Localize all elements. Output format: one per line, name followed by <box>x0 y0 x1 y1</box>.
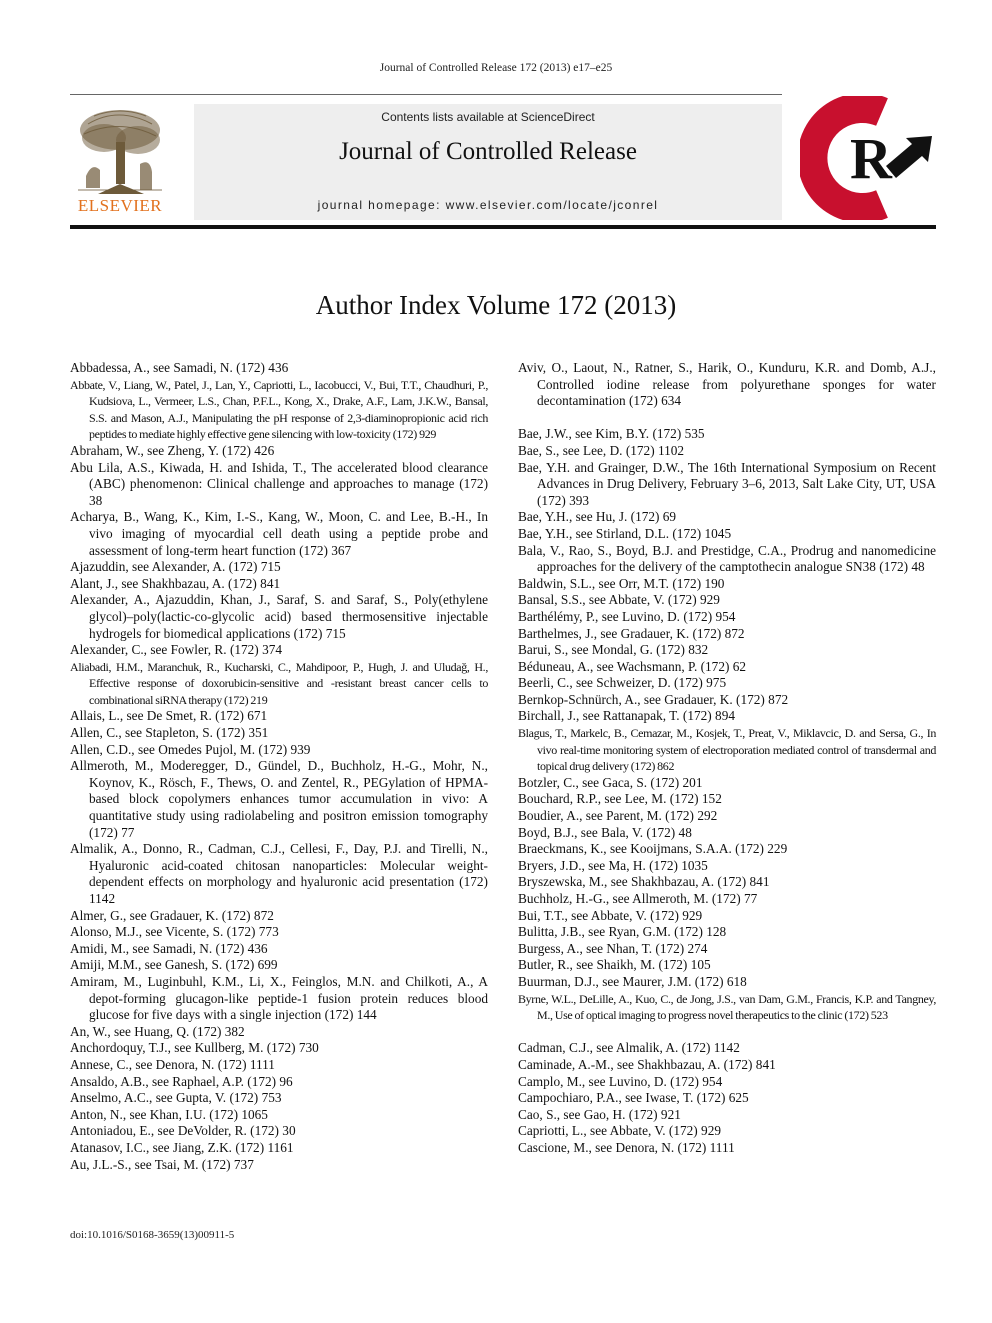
letter-section-gap <box>518 410 936 427</box>
author-index-entry: Abbate, V., Liang, W., Patel, J., Lan, Y., Capriotti, L., Iacobucci, V., Bui, T.T., Chaudhuri, P., Kudsiova, L., Vermeer, L.S., Chan, P.F.L., Kong, X., Drake, A.F., Lam, J.K.W., Bansal, S.S. and Mason, A.J., Manipulating the pH response of 2,3-diaminopropionic acid rich peptides to mediate highly effective gene silencing with low-toxicity (172) 929 <box>70 377 488 442</box>
author-index-entry: Bryers, J.D., see Ma, H. (172) 1035 <box>518 857 708 873</box>
author-index-entry: Allmeroth, M., Moderegger, D., Gündel, D., Buchholz, H.-G., Mohr, N., Koynov, K., Rösch, F., Thews, O. and Zentel, R., PEGylation of HPMA-based block copolymers enhances tumor accumulation in vivo: A quantitative study using radiolabeling and positron emission tomography (172) 77 <box>70 758 488 840</box>
author-index-entry: Boudier, A., see Parent, M. (172) 292 <box>518 808 718 824</box>
author-index-entry: Alexander, C., see Fowler, R. (172) 374 <box>70 642 283 658</box>
author-index-entry: Annese, C., see Denora, N. (172) 1111 <box>70 1056 275 1072</box>
author-index-entry: Amiram, M., Luginbuhl, K.M., Li, X., Feinglos, M.N. and Chilkoti, A., A depot-forming glucagon-like peptide-1 fusion protein reduces blood glucose for five days with a single injection (172) 144 <box>70 973 488 1023</box>
author-index-entry: Aliabadi, H.M., Maranchuk, R., Kucharski, C., Mahdipoor, P., Hugh, J. and Uludağ, H., Effective response of doxorubicin-sensitive and -resistant breast cancer cells to combinational siRNA therapy (172) 219 <box>70 659 488 707</box>
author-index-entry: Burgess, A., see Nhan, T. (172) 274 <box>518 940 708 956</box>
author-index-entry: Blagus, T., Markelc, B., Cemazar, M., Kosjek, T., Preat, V., Miklavcic, D. and Sersa, G., In vivo real-time monitoring system of electroporation mediated control of transdermal and topical drug delivery (172) 862 <box>518 726 936 774</box>
author-index-entry: Botzler, C., see Gaca, S. (172) 201 <box>518 774 703 790</box>
contents-available-line: Contents lists available at ScienceDirect <box>381 110 595 124</box>
author-index-entry: Anselmo, A.C., see Gupta, V. (172) 753 <box>70 1090 282 1106</box>
author-index-entry: Bouchard, R.P., see Lee, M. (172) 152 <box>518 791 722 807</box>
author-index-entry: Bryszewska, M., see Shakhbazau, A. (172) 841 <box>518 874 770 890</box>
author-index-entry: Cao, S., see Gao, H. (172) 921 <box>518 1106 681 1122</box>
author-index-entry: Camplo, M., see Luvino, D. (172) 954 <box>518 1073 723 1089</box>
author-index-entry: Au, J.L.-S., see Tsai, M. (172) 737 <box>70 1156 254 1172</box>
author-index-entry: Alonso, M.J., see Vicente, S. (172) 773 <box>70 924 279 940</box>
svg-text:R: R <box>850 126 892 191</box>
author-index-entry: Abu Lila, A.S., Kiwada, H. and Ishida, T., The accelerated blood clearance (ABC) phenomenon: Clinical challenge and approaches to manage (172) 38 <box>70 459 488 508</box>
author-index-entry: Almer, G., see Gradauer, K. (172) 872 <box>70 907 274 923</box>
author-index-entry: Barthelmes, J., see Gradauer, K. (172) 872 <box>518 625 745 641</box>
author-index-entry: Allen, C., see Stapleton, S. (172) 351 <box>70 725 269 741</box>
author-index-entry: Acharya, B., Wang, K., Kim, I.-S., Kang, W., Moon, C. and Lee, B.-H., In vivo imaging of myocardial cell death using a peptide probe and assessment of long-term heart function (172) 367 <box>70 509 488 558</box>
author-index-entry: Cadman, C.J., see Almalik, A. (172) 1142 <box>518 1040 740 1056</box>
author-index-entry: Birchall, J., see Rattanapak, T. (172) 894 <box>518 708 736 724</box>
running-head: Journal of Controlled Release 172 (2013) e17–e25 <box>379 62 613 74</box>
author-index-entry: Beerli, C., see Schweizer, D. (172) 975 <box>518 675 727 691</box>
author-index-entry: An, W., see Huang, Q. (172) 382 <box>70 1023 245 1039</box>
author-index-entry: Ansaldo, A.B., see Raphael, A.P. (172) 96 <box>70 1073 293 1089</box>
author-index-entry: Baldwin, S.L., see Orr, M.T. (172) 190 <box>518 575 725 591</box>
author-index-entry: Butler, R., see Shaikh, M. (172) 105 <box>518 957 711 973</box>
author-index-entry: Bae, Y.H. and Grainger, D.W., The 16th International Symposium on Recent Advances in Drug Delivery, February 3–6, 2013, Salt Lake City, UT, USA (172) 393 <box>518 459 936 508</box>
author-index-entry: Bala, V., Rao, S., Boyd, B.J. and Prestidge, C.A., Prodrug and nanomedicine approaches for the delivery of the camptothecin analogue SN38 (172) 48 <box>518 542 936 575</box>
author-index-entry: Buchholz, H.-G., see Allmeroth, M. (172) 77 <box>518 891 758 906</box>
author-index-entry: Buurman, D.J., see Maurer, J.M. (172) 618 <box>518 973 747 989</box>
journal-homepage-line: journal homepage: www.elsevier.com/locate/jconrel <box>317 198 659 212</box>
author-index-entry: Barui, S., see Mondal, G. (172) 832 <box>518 642 709 658</box>
letter-section-gap <box>518 1024 936 1041</box>
author-index-entry: Allen, C.D., see Omedes Pujol, M. (172) 939 <box>70 741 311 757</box>
controlled-release-logo <box>800 96 938 220</box>
author-index-entry: Almalik, A., Donno, R., Cadman, C.J., Cellesi, F., Day, P.J. and Tirelli, N., Hyaluronic acid-coated chitosan nanoparticles: Molecular weight-dependent effects on morphology and hyaluronic acid presentation (172) 1142 <box>70 841 488 906</box>
author-index-entry: Campochiaro, P.A., see Iwase, T. (172) 625 <box>518 1090 749 1106</box>
journal-title: Journal of Controlled Release <box>339 138 637 165</box>
author-index-entry: Béduneau, A., see Wachsmann, P. (172) 62 <box>518 658 747 674</box>
author-index-entry: Aviv, O., Laout, N., Ratner, S., Harik, O., Kunduru, K.R. and Domb, A.J., Controlled iodine release from polyurethane sponges for water decontamination (172) 634 <box>518 360 936 409</box>
author-index-entry: Alant, J., see Shakhbazau, A. (172) 841 <box>70 575 281 591</box>
author-index-entry: Amidi, M., see Samadi, N. (172) 436 <box>70 940 268 956</box>
author-index-entry: Antoniadou, E., see DeVolder, R. (172) 30 <box>70 1123 296 1139</box>
journal-masthead <box>194 104 782 220</box>
author-index-entry: Ajazuddin, see Alexander, A. (172) 715 <box>70 559 281 575</box>
page-title: Author Index Volume 172 (2013) <box>315 290 677 320</box>
author-index-entry: Alexander, A., Ajazuddin, Khan, J., Saraf, S. and Saraf, S., Poly(ethylene glycol)–poly(lactic-co-glycolic acid) based thermosensitive injectable hydrogels for biomedical applications (172) 715 <box>70 592 488 641</box>
author-index-entry: Anton, N., see Khan, I.U. (172) 1065 <box>70 1106 268 1122</box>
elsevier-wordmark: ELSEVIER <box>77 196 163 215</box>
author-index-left-column <box>70 360 488 1173</box>
author-index-entry: Barthélémy, P., see Luvino, D. (172) 954 <box>518 608 736 624</box>
author-index-entry: Byrne, W.L., DeLille, A., Kuo, C., de Jong, J.S., van Dam, G.M., Francis, K.P. and Tangney, M., Use of optical imaging to progress novel therapeutics to the clinic (172) 523 <box>518 991 936 1023</box>
author-index-entry: Bansal, S.S., see Abbate, V. (172) 929 <box>518 592 720 608</box>
author-index-entry: Bae, S., see Lee, D. (172) 1102 <box>518 442 685 458</box>
author-index-entry: Bae, Y.H., see Stirland, D.L. (172) 1045 <box>518 525 732 541</box>
author-index-entry: Bui, T.T., see Abbate, V. (172) 929 <box>518 907 703 923</box>
author-index-entry: Atanasov, I.C., see Jiang, Z.K. (172) 1161 <box>70 1139 294 1155</box>
author-index-entry: Amiji, M.M., see Ganesh, S. (172) 699 <box>70 957 278 973</box>
doi-footer: doi:10.1016/S0168-3659(13)00911-5 <box>70 1229 235 1241</box>
author-index-entry: Allais, L., see De Smet, R. (172) 671 <box>70 708 268 724</box>
top-rule <box>70 94 782 95</box>
author-index-entry: Caminade, A.-M., see Shakhbazau, A. (172) 841 <box>518 1056 776 1072</box>
author-index-entry: Abbadessa, A., see Samadi, N. (172) 436 <box>70 360 289 375</box>
author-index-entry: Boyd, B.J., see Bala, V. (172) 48 <box>518 824 692 840</box>
author-index-entry: Bernkop-Schnürch, A., see Gradauer, K. (172) 872 <box>518 691 789 707</box>
author-index-entry: Anchordoquy, T.J., see Kullberg, M. (172) 730 <box>70 1040 319 1056</box>
header-thick-rule <box>70 225 936 229</box>
author-index-right-column <box>518 360 936 1157</box>
author-index-entry: Bae, J.W., see Kim, B.Y. (172) 535 <box>518 426 705 442</box>
author-index-entry: Bae, Y.H., see Hu, J. (172) 69 <box>518 509 677 525</box>
author-index-entry: Braeckmans, K., see Kooijmans, S.A.A. (172) 229 <box>518 841 788 857</box>
author-index-entry: Capriotti, L., see Abbate, V. (172) 929 <box>518 1123 721 1139</box>
author-index-entry: Cascione, M., see Denora, N. (172) 1111 <box>518 1139 735 1155</box>
author-index-entry: Bulitta, J.B., see Ryan, G.M. (172) 128 <box>518 924 727 940</box>
author-index-entry: Abraham, W., see Zheng, Y. (172) 426 <box>70 442 275 458</box>
